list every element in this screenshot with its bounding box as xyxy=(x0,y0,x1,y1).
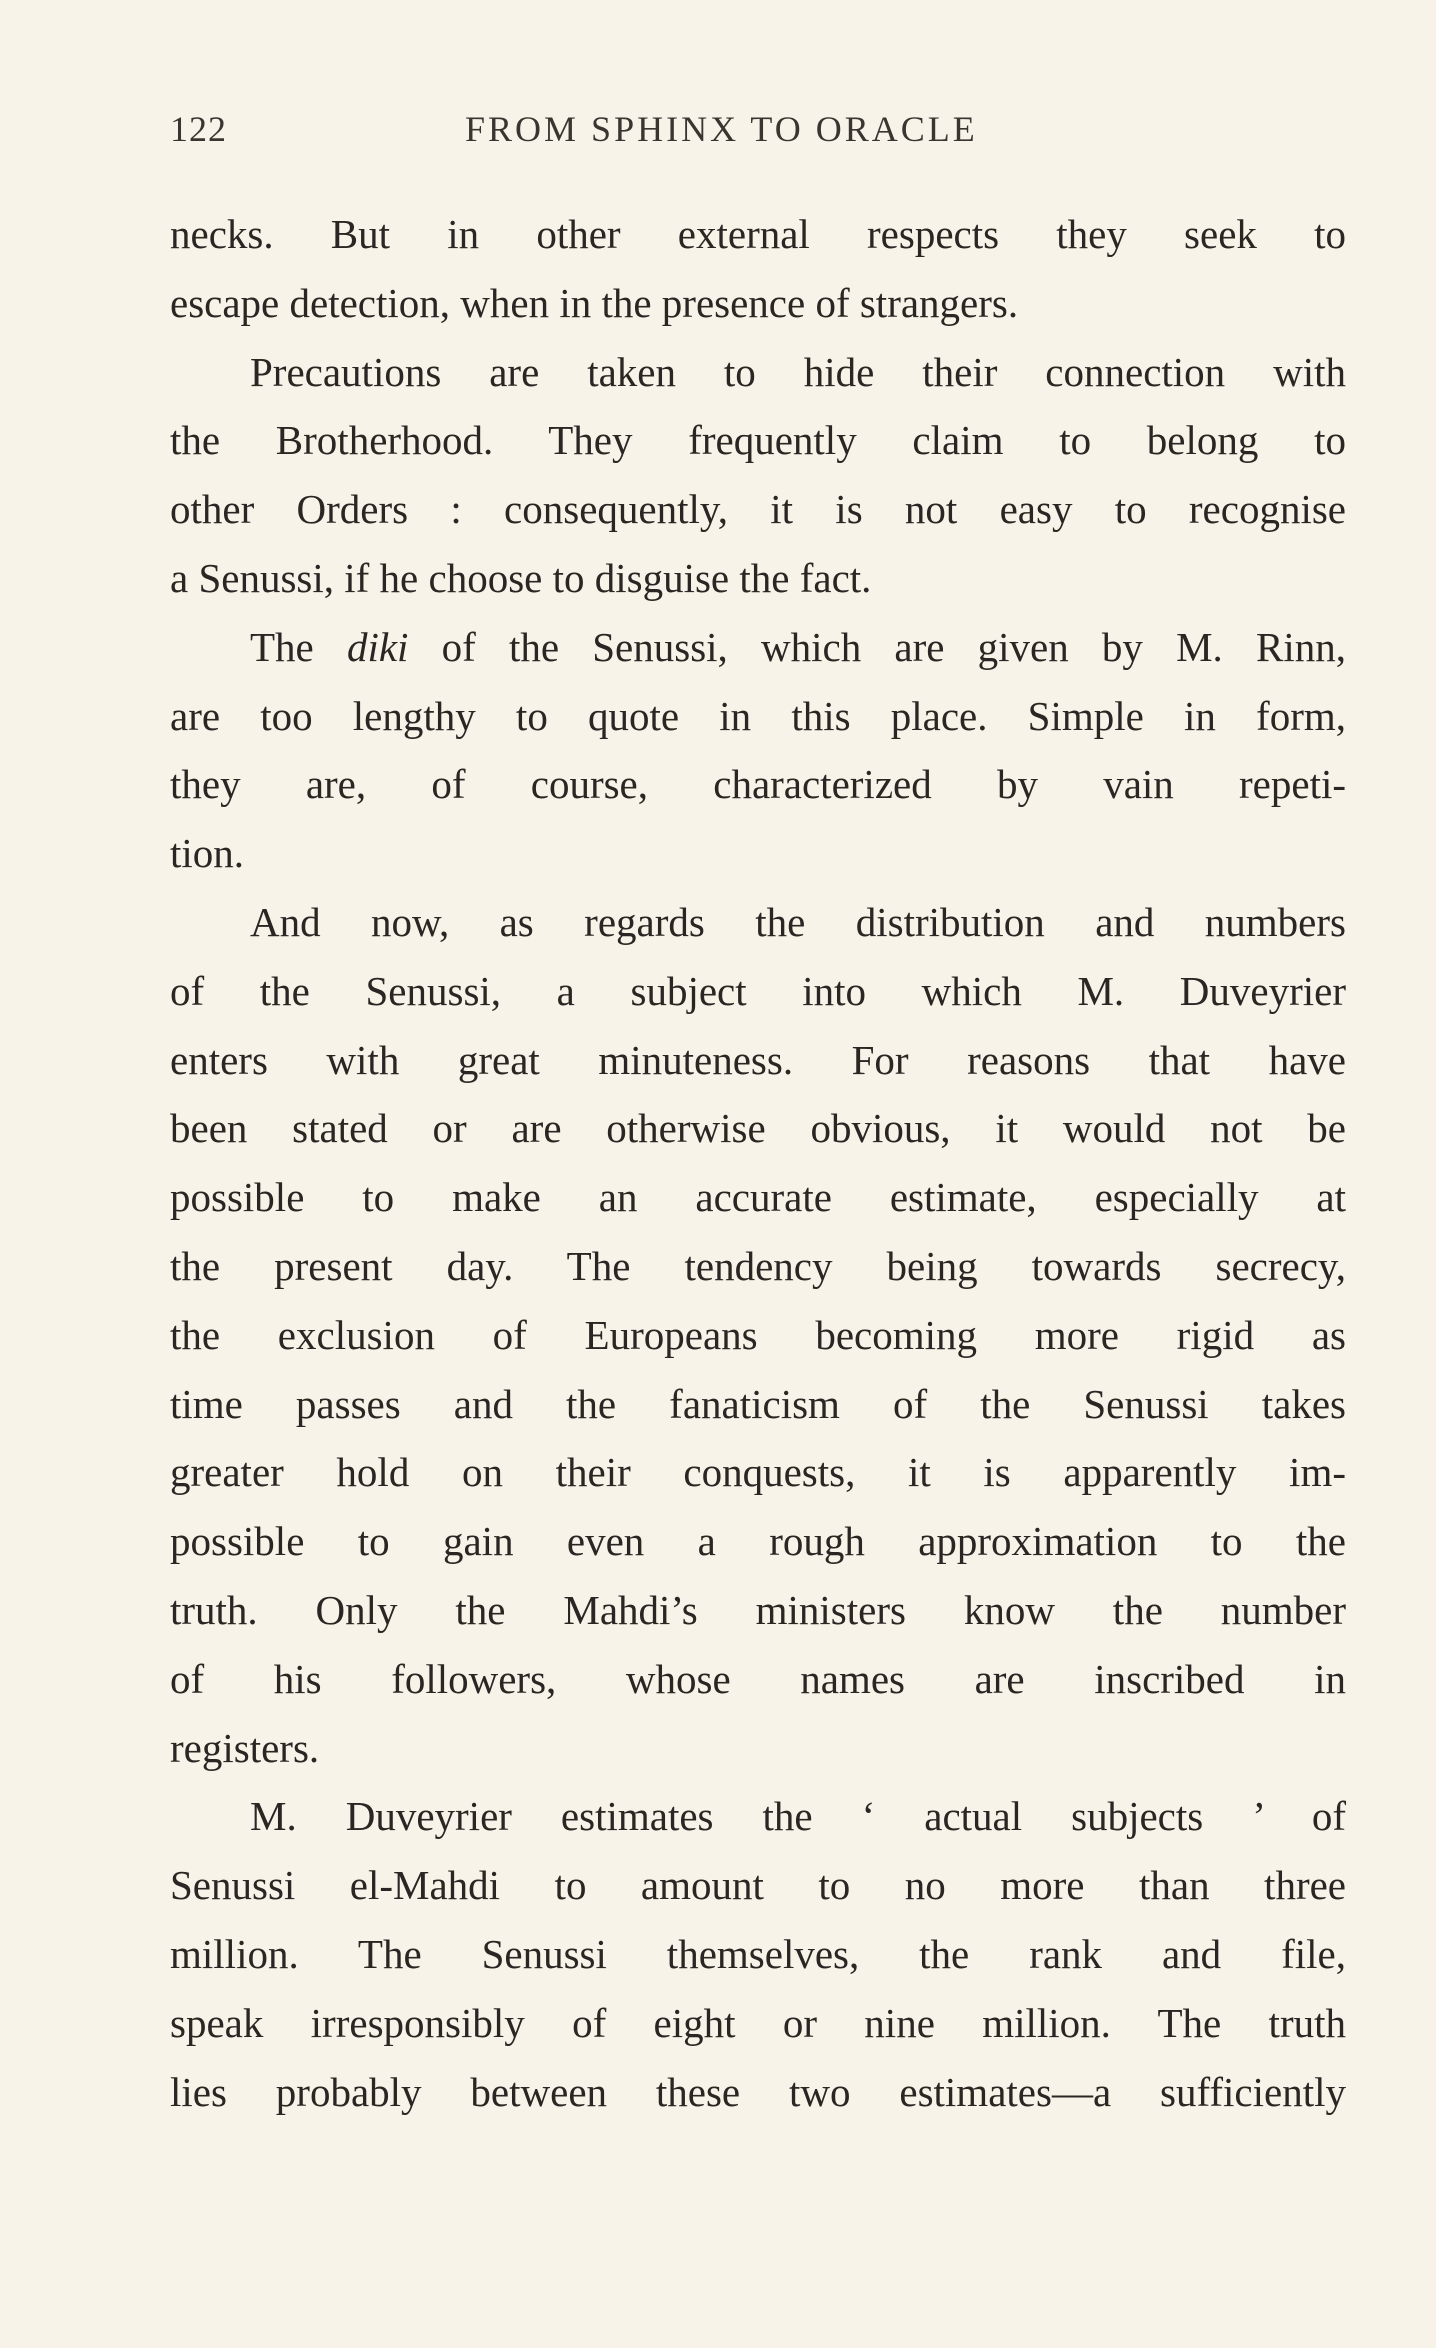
text-line: been stated or are otherwise obvious, it would not be xyxy=(170,1105,1346,1152)
text-line: truth. Only the Mahdi’s ministers know the number xyxy=(170,1586,1346,1633)
text-line: lies probably between these two estimates—a sufficiently xyxy=(170,2068,1346,2115)
paragraph-first-line: M. Duveyrier estimates the ‘ actual subjects ’ of xyxy=(250,1793,1346,1840)
text-line: time passes and the fanaticism of the Senussi takes xyxy=(170,1380,1346,1427)
paragraph-first-line: And now, as regards the distribution and numbers xyxy=(250,898,1346,945)
text-line: a Senussi, if he choose to disguise the fact. xyxy=(170,554,872,601)
page-number: 122 xyxy=(170,109,227,149)
text-line: they are, of course, characterized by vain repeti- xyxy=(170,761,1346,808)
text-line: escape detection, when in the presence of strangers. xyxy=(170,279,1019,326)
text-line: tion. xyxy=(170,830,245,877)
paragraph-first-line: Precautions are taken to hide their connection with xyxy=(250,348,1346,395)
text-line: possible to gain even a rough approximation to the xyxy=(170,1518,1346,1565)
text-line: of his followers, whose names are inscribed in xyxy=(170,1655,1346,1702)
text-line: other Orders : consequently, it is not easy to recognise xyxy=(170,486,1346,533)
text-line: the present day. The tendency being towards secrecy, xyxy=(170,1242,1346,1289)
italic-term: diki xyxy=(346,623,409,670)
text-line: the exclusion of Europeans becoming more rigid as xyxy=(170,1311,1346,1358)
body-text xyxy=(170,200,1346,2126)
running-head xyxy=(170,108,1056,162)
text-line: Senussi el-Mahdi to amount to no more than three xyxy=(170,1862,1346,1909)
text-line: greater hold on their conquests, it is apparently im- xyxy=(170,1449,1346,1496)
text-line: registers. xyxy=(170,1724,320,1771)
text-line: enters with great minuteness. For reasons that have xyxy=(170,1036,1346,1083)
text-line: speak irresponsibly of eight or nine million. The truth xyxy=(170,1999,1346,2046)
running-title: FROM SPHINX TO ORACLE xyxy=(465,109,978,149)
text-line: of the Senussi, a subject into which M. Duveyrier xyxy=(170,967,1346,1014)
text-line: million. The Senussi themselves, the rank and file, xyxy=(170,1930,1346,1977)
text-line: the Brotherhood. They frequently claim to belong to xyxy=(170,417,1346,464)
text-line: are too lengthy to quote in this place. Simple in form, xyxy=(170,692,1346,739)
text-line: necks. But in other external respects they seek to xyxy=(170,211,1346,257)
text-run: of the Senussi, which are given by M. Rinn, xyxy=(408,623,1346,670)
paragraph-first-line xyxy=(170,613,1346,682)
text-line: possible to make an accurate estimate, especially at xyxy=(170,1174,1346,1221)
text-run: The xyxy=(250,623,347,670)
